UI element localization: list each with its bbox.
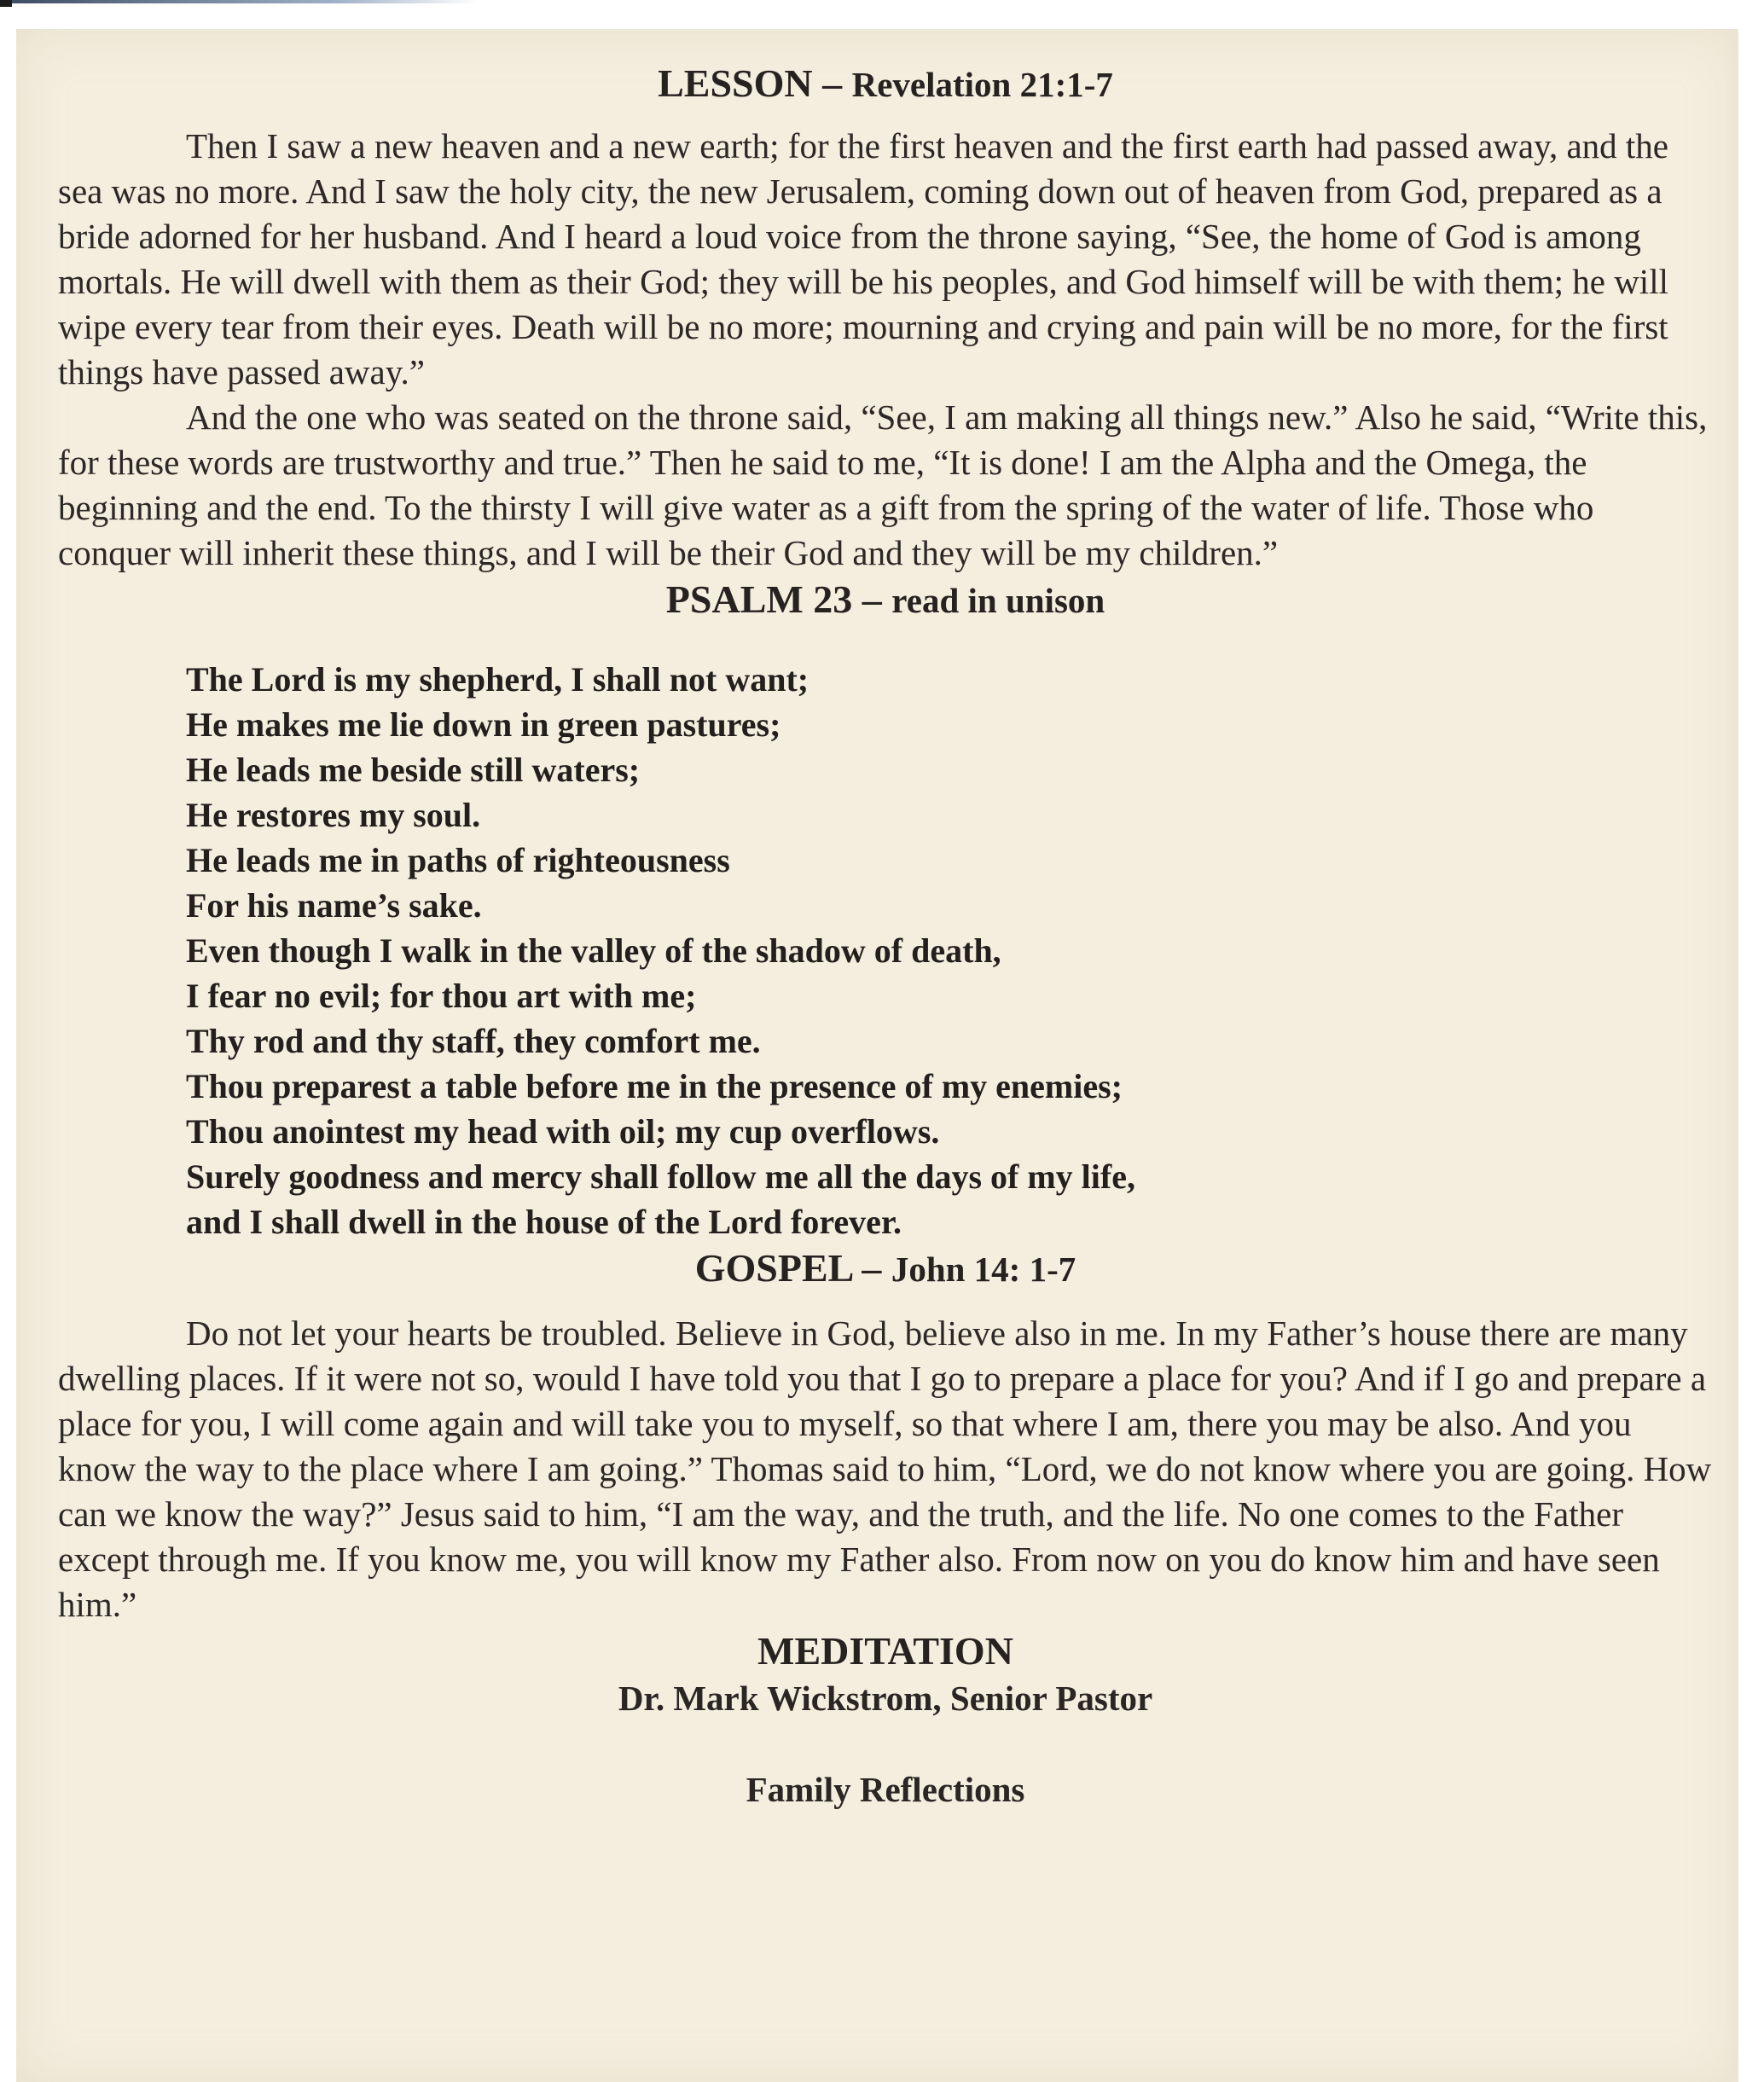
psalm-heading [58,576,1713,623]
gospel-heading-reference: John 14: 1-7 [891,1250,1076,1290]
psalm-line: He restores my soul. [186,796,481,835]
psalm-line: Thy rod and thy staff, they comfort me. [186,1022,761,1061]
psalm-line: For his name’s sake. [186,886,482,925]
psalm-line: Thou preparest a table before me in the presence of my enemies; [186,1067,1123,1106]
family-reflections-heading: Family Reflections [746,1769,1025,1809]
psalm-line: He leads me beside still waters; [186,751,641,790]
lesson-paragraph-1: Then I saw a new heaven and a new earth; for the first heaven and the first earth had passed away, and the sea was no more. And I saw the holy city, the new Jerusalem, coming down out of heaven from God, prepared as a bride adorned for her husband. And I heard a loud voice from the throne saying, “See, the home of God is among mortals. He will dwell with them as their God; they will be his peoples, and God himself will be with them; he will wipe every tear from their eyes. Death will be no more; mourning and crying and pain will be no more, for the first things have passed away.” [58,126,1668,392]
meditation-speaker: Dr. Mark Wickstrom, Senior Pastor [618,1678,1153,1718]
lesson-heading-title: LESSON [658,61,813,105]
psalm-line: I fear no evil; for thou art with me; [186,977,697,1016]
lesson-heading-reference: Revelation 21:1-7 [851,65,1113,104]
scan-corner-mark [0,0,12,7]
meditation-heading [58,1627,1713,1674]
gospel-heading [58,1244,1713,1291]
gospel-heading-title: GOSPEL [694,1246,852,1290]
psalm-line: Even though I walk in the valley of the shadow of death, [186,931,1001,971]
lesson-heading-separator: – [812,61,852,105]
paper-edge-shadow [1726,29,1738,2082]
gospel-heading-separator: – [851,1246,891,1290]
psalm-line: Surely goodness and mercy shall follow me all the days of my life, [186,1157,1135,1197]
psalm-line: The Lord is my shepherd, I shall not want; [186,660,809,699]
psalm-text [186,657,1713,1244]
bulletin-content [58,60,1713,1811]
lesson-paragraph-2: And the one who was seated on the throne said, “See, I am making all things new.” Also he said, “Write this, for these words are trustworthy and true.” Then he said to me, “It is done! I am the Alpha and the Omega, the beginning and the end. To the thirsty I will give water as a gift from the spring of the water of life. Those who conquer will inherit these things, and I will be their God and they will be my children.” [58,397,1708,573]
psalm-line: He leads me in paths of righteousness [186,841,730,880]
psalm-heading-separator: – [852,577,892,622]
scan-top-strip [0,0,478,3]
psalm-line: Thou anointest my head with oil; my cup overflows. [186,1112,940,1151]
psalm-line: and I shall dwell in the house of the Lord forever. [186,1203,902,1242]
psalm-heading-title: PSALM 23 [665,577,853,622]
gospel-paragraph: Do not let your hearts be troubled. Believe in God, believe also in me. In my Father’s house there are many dwelling places. If it were not so, would I have told you that I go to prepare a place for you? And if I go and prepare a place for you, I will come again and will take you to myself, so that where I am, there you may be also. And you know the way to the place where I am going.” Thomas said to him, “Lord, we do not know where you are going. How can we know the way?” Jesus said to him, “I am the way, and the truth, and the life. No one comes to the Father except through me. If you know me, you will know my Father also. From now on you do know him and have seen him.” [58,1313,1712,1624]
lesson-heading [58,60,1713,107]
psalm-heading-note: read in unison [891,581,1105,621]
psalm-line: He makes me lie down in green pastures; [186,705,781,745]
lesson-reading [58,124,1713,576]
meditation-heading-title: MEDITATION [757,1628,1013,1673]
gospel-reading [58,1311,1713,1627]
